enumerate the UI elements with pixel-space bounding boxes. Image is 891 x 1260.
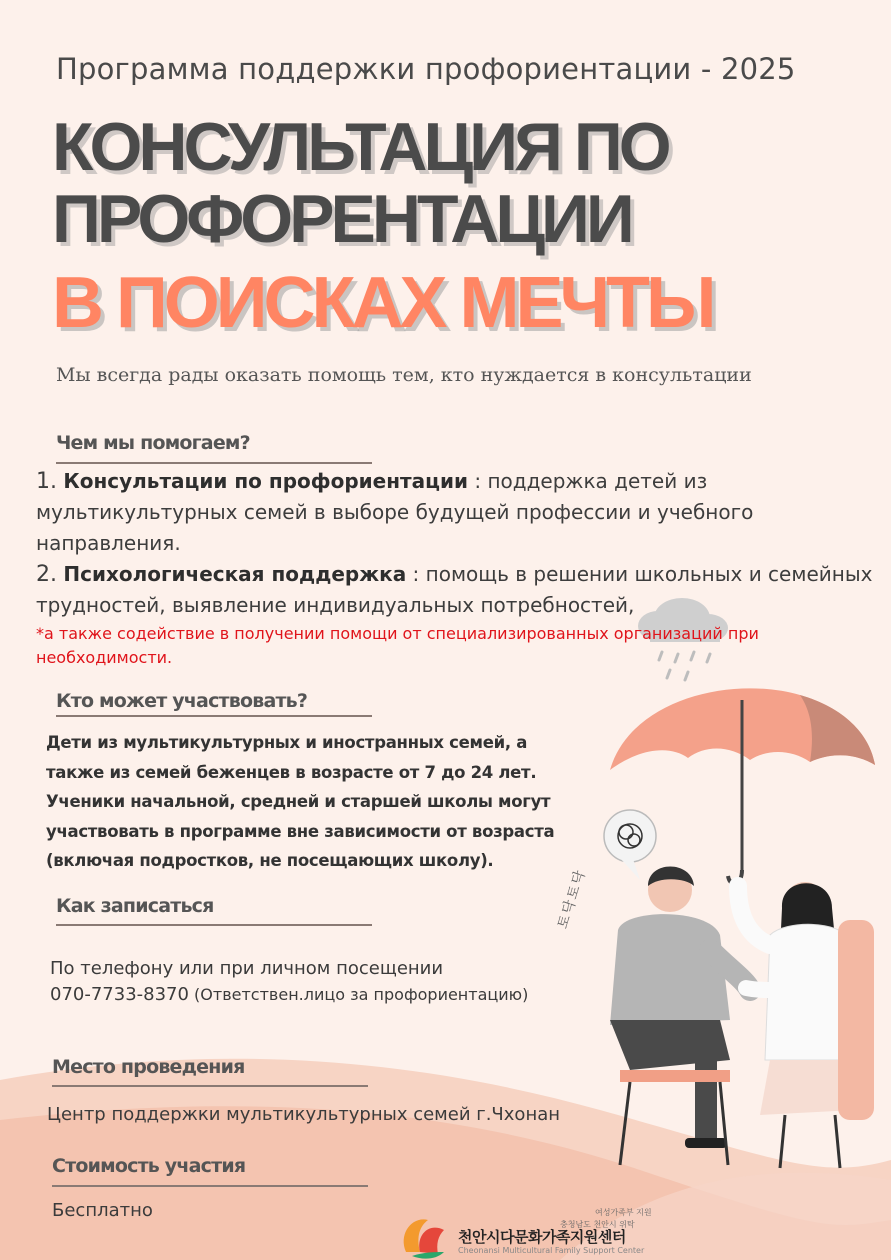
umbrella-icon	[610, 688, 875, 883]
venue-text: Центр поддержки мультикультурных семей г.Чхонан	[47, 1104, 561, 1125]
help-note: *а также содействие в получении помощи от специализированных организаций при необходимости.	[36, 624, 759, 667]
signup-contact	[50, 984, 528, 1005]
help-item-2-title: Психологическая поддержка	[63, 562, 407, 586]
help-item-2-desc: : помощь в решении школьных и семейных трудностей, выявление индивидуальных потребностей,	[36, 562, 873, 617]
headline-line-1: КОНСУЛЬТАЦИЯ ПО	[52, 109, 668, 185]
sponsor-line-2: 충청남도 천안시 위탁	[560, 1220, 635, 1229]
contact-person: (Ответствен.лицо за профориентацию)	[188, 985, 529, 1004]
subtitle: Мы всегда рады оказать помощь тем, кто нуждается в консультации	[56, 364, 752, 386]
counselor-figure	[738, 882, 874, 1168]
how-we-help-underline	[56, 462, 372, 464]
counseling-illustration	[570, 590, 885, 1170]
how-we-help-heading: Чем мы помогаем?	[56, 432, 250, 454]
help-item-1-number: 1.	[36, 469, 57, 494]
help-item-1-desc: : поддержка детей из мультикультурных семей в выборе будущей профессии и учебного направления.	[36, 469, 754, 555]
comfort-text: 토닥토닥	[554, 866, 590, 931]
help-item-1	[36, 466, 886, 559]
center-name-en: Cheonansi Multicultural Family Support Center	[458, 1246, 645, 1255]
signup-method: По телефону или при личном посещении	[50, 958, 444, 979]
cost-heading: Стоимость участия	[52, 1155, 246, 1177]
cost-underline	[52, 1185, 368, 1187]
man-figure	[610, 867, 750, 1166]
signup-underline	[56, 924, 372, 926]
center-name: 천안시다문화가족지원센터	[458, 1228, 626, 1246]
who-underline	[56, 715, 372, 717]
who-heading: Кто может участвовать?	[56, 690, 308, 712]
headline-line-3: В ПОИСКАХ МЕЧТЫ	[52, 263, 713, 343]
venue-heading: Место проведения	[52, 1056, 245, 1078]
signup-heading: Как записаться	[56, 895, 214, 917]
who-text: Дети из мультикультурных и иностранных семей, а также из семей беженцев в возрасте от 7 до 24 лет. Ученики начальной, средней и старшей школы могут участвовать в программе вне зависимости от возраста (включая подростков, не посещающих школу).	[46, 733, 555, 870]
program-title: Программа поддержки профориентации - 2025	[56, 52, 796, 86]
cost-text: Бесплатно	[52, 1200, 153, 1221]
headline-line-2: ПРОФОРЕНТАЦИИ	[52, 181, 631, 257]
center-logo-icon	[398, 1212, 450, 1260]
help-item-2-number: 2.	[36, 562, 57, 587]
help-item-1-title: Консультации по профориентации	[63, 469, 468, 493]
phone-number: 070-7733-8370	[50, 984, 189, 1005]
help-item-2	[36, 559, 886, 621]
sponsor-line-1: 여성가족부 지원	[595, 1208, 652, 1217]
thought-bubble-icon	[604, 810, 656, 880]
venue-underline	[52, 1085, 368, 1087]
